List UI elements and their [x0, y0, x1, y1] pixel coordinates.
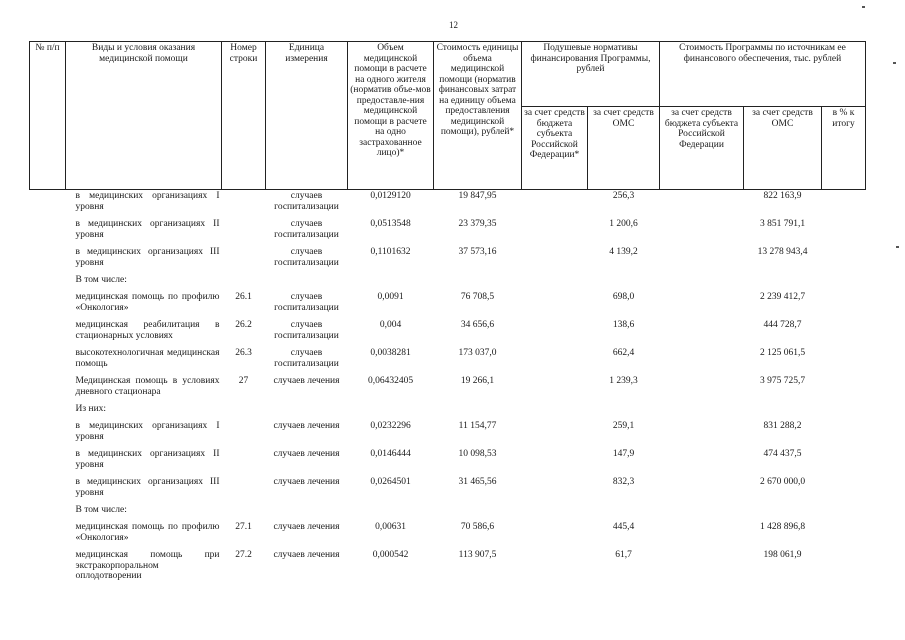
row-percent	[822, 549, 866, 583]
header-sub-percent: в % к итогу	[822, 107, 866, 190]
row-volume: 0,0038281	[370, 348, 411, 358]
row-cost-budget	[660, 476, 744, 504]
row-cost: 34 656,6	[460, 320, 495, 330]
row-cost: 31 465,56	[458, 477, 497, 487]
row-per-capita-oms: 256,3	[612, 191, 635, 201]
row-volume: 0,1101632	[370, 247, 411, 257]
row-name: в медицинских организациях I уровня	[75, 421, 220, 442]
row-number	[222, 420, 266, 448]
row-name: медицинская помощь при экстракорпоральном оплодотворении	[75, 550, 220, 581]
section-label: Из них:	[75, 404, 107, 414]
program-cost-table	[29, 41, 866, 583]
row-number	[222, 448, 266, 476]
row-cost-oms: 822 163,9	[763, 191, 802, 201]
table-row	[30, 375, 866, 403]
header-row	[30, 42, 866, 107]
row-cost: 10 098,53	[458, 449, 497, 459]
row-cost: 37 573,16	[458, 247, 497, 257]
table-row	[30, 218, 866, 246]
row-unit: случаев лечения	[273, 522, 340, 532]
row-percent	[822, 218, 866, 246]
row-number: 27.2	[235, 550, 252, 560]
row-unit: случаев госпитализации	[274, 292, 339, 313]
row-per-capita-oms: 1 200,6	[609, 219, 638, 229]
row-number	[222, 246, 266, 274]
row-percent	[822, 246, 866, 274]
row-cost-budget	[660, 190, 744, 219]
row-number	[222, 190, 266, 219]
row-name: в медицинских организациях II уровня	[75, 449, 220, 470]
row-cost-oms: 2 670 000,0	[759, 477, 806, 487]
row-number	[222, 218, 266, 246]
table-row	[30, 291, 866, 319]
header-sub-oms: за счет средств ОМС	[588, 107, 660, 190]
row-per-capita-oms: 4 139,2	[609, 247, 638, 257]
row-name: медицинская помощь по профилю «Онкология»	[75, 292, 220, 313]
table-row	[30, 347, 866, 375]
row-per-capita-budget	[522, 246, 588, 274]
row-number: 26.2	[235, 320, 252, 330]
row-percent	[822, 291, 866, 319]
row-volume: 0,0091	[377, 292, 404, 302]
row-number: 27	[238, 376, 249, 386]
row-cost: 70 586,6	[460, 522, 495, 532]
table-row	[30, 476, 866, 504]
row-per-capita-budget	[522, 190, 588, 219]
row-per-capita-budget	[522, 521, 588, 549]
header-row-number: Номер строки	[222, 42, 266, 190]
row-percent	[822, 476, 866, 504]
table-row	[30, 420, 866, 448]
row-cost-oms: 2 125 061,5	[759, 348, 806, 358]
row-cost-budget	[660, 319, 744, 347]
row-per-capita-oms: 832,3	[612, 477, 635, 487]
row-cost-budget	[660, 375, 744, 403]
row-cost-budget	[660, 291, 744, 319]
row-cost-budget	[660, 448, 744, 476]
header-num: № п/п	[30, 42, 66, 190]
header-type: Виды и условия оказания медицинской помощи	[66, 42, 222, 190]
table-row	[30, 521, 866, 549]
row-percent	[822, 375, 866, 403]
header-per-capita-group: Подушевые нормативы финансирования Программы, рублей	[522, 42, 660, 107]
row-cost-oms: 1 428 896,8	[759, 522, 806, 532]
row-percent	[822, 190, 866, 219]
row-volume: 0,0513548	[370, 219, 411, 229]
row-volume: 0,0264501	[370, 477, 411, 487]
row-percent	[822, 448, 866, 476]
row-cost-oms: 198 061,9	[763, 550, 802, 560]
row-per-capita-budget	[522, 448, 588, 476]
row-cost: 23 379,35	[458, 219, 497, 229]
section-row	[30, 274, 866, 291]
header-sub-budget: за счет средств бюджета субъекта Российской Федерации*	[522, 107, 588, 190]
row-per-capita-oms: 662,4	[612, 348, 635, 358]
table-row	[30, 448, 866, 476]
row-unit: случаев госпитализации	[274, 191, 339, 212]
scan-mark	[896, 246, 899, 248]
scan-mark	[862, 6, 865, 8]
row-cost-oms: 444 728,7	[763, 320, 802, 330]
row-cost-oms: 2 239 412,7	[759, 292, 806, 302]
row-number: 26.1	[235, 292, 252, 302]
row-per-capita-oms: 147,9	[612, 449, 635, 459]
row-per-capita-budget	[522, 319, 588, 347]
section-row	[30, 504, 866, 521]
row-per-capita-oms: 698,0	[612, 292, 635, 302]
row-name: в медицинских организациях III уровня	[75, 247, 220, 268]
row-per-capita-oms: 259,1	[612, 421, 635, 431]
row-per-capita-budget	[522, 420, 588, 448]
page-number: 12	[449, 20, 458, 30]
row-unit: случаев лечения	[273, 376, 340, 386]
row-cost: 11 154,77	[458, 421, 497, 431]
row-cost: 113 907,5	[458, 550, 497, 560]
table-row	[30, 319, 866, 347]
row-per-capita-oms: 445,4	[612, 522, 635, 532]
row-name: медицинская помощь по профилю «Онкология»	[75, 522, 220, 543]
row-volume: 0,00631	[375, 522, 406, 532]
row-cost-budget	[660, 549, 744, 583]
row-name: в медицинских организациях I уровня	[75, 191, 220, 212]
section-row	[30, 403, 866, 420]
row-cost-budget	[660, 521, 744, 549]
row-name: в медицинских организациях III уровня	[75, 477, 220, 498]
table-row	[30, 549, 866, 583]
header-cost: Стоимость единицы объема медицинской помощи (норматив финансовых затрат на единицу объема предоставления медицинской помощи), рублей*	[434, 42, 522, 190]
scan-mark	[893, 62, 896, 64]
row-percent	[822, 319, 866, 347]
row-number	[222, 476, 266, 504]
row-unit: случаев госпитализации	[274, 320, 339, 341]
header-volume: Объем медицинской помощи в расчете на одного жителя (норматив объе-мов предоставле-ния медицинской помощи в расчете на одно застрахованное лицо)*	[348, 42, 434, 190]
row-per-capita-budget	[522, 375, 588, 403]
row-unit: случаев лечения	[273, 477, 340, 487]
row-per-capita-oms: 138,6	[612, 320, 635, 330]
row-unit: случаев госпитализации	[274, 247, 339, 268]
row-percent	[822, 347, 866, 375]
row-per-capita-oms: 1 239,3	[609, 376, 638, 386]
row-per-capita-budget	[522, 218, 588, 246]
row-per-capita-budget	[522, 347, 588, 375]
row-cost-budget	[660, 218, 744, 246]
row-name: высокотехнологичная медицинская помощь	[75, 348, 220, 369]
row-cost: 173 037,0	[458, 348, 497, 358]
header-sub-budget-2: за счет средств бюджета субъекта Российской Федерации	[660, 107, 744, 190]
row-unit: случаев лечения	[273, 421, 340, 431]
row-cost-oms: 3 851 791,1	[759, 219, 806, 229]
table-row	[30, 190, 866, 219]
row-number: 27.1	[235, 522, 252, 532]
row-unit: случаев лечения	[273, 550, 340, 560]
row-volume: 0,0232296	[370, 421, 411, 431]
row-unit: случаев лечения	[273, 449, 340, 459]
row-name: в медицинских организациях II уровня	[75, 219, 220, 240]
header-unit: Единица измерения	[266, 42, 348, 190]
row-per-capita-oms: 61,7	[615, 550, 632, 560]
row-cost-oms: 831 288,2	[763, 421, 802, 431]
table-row	[30, 246, 866, 274]
section-label: В том числе:	[75, 275, 127, 285]
row-volume: 0,06432405	[367, 376, 414, 386]
header-program-cost-group: Стоимость Программы по источникам ее финансового обеспечения, тыс. рублей	[660, 42, 866, 107]
row-volume: 0,004	[379, 320, 402, 330]
section-label: В том числе:	[75, 505, 127, 515]
row-cost: 19 847,95	[458, 191, 497, 201]
row-percent	[822, 420, 866, 448]
row-volume: 0,0129120	[370, 191, 411, 201]
row-name: Медицинская помощь в условиях дневного стационара	[75, 376, 220, 397]
row-unit: случаев госпитализации	[274, 219, 339, 240]
row-cost-oms: 13 278 943,4	[757, 247, 808, 257]
row-cost-budget	[660, 246, 744, 274]
row-per-capita-budget	[522, 291, 588, 319]
row-cost: 76 708,5	[460, 292, 495, 302]
row-name: медицинская реабилитация в стационарных условиях	[75, 320, 220, 341]
header-sub-oms-2: за счет средств ОМС	[744, 107, 822, 190]
row-percent	[822, 521, 866, 549]
row-volume: 0,0146444	[370, 449, 411, 459]
row-cost-oms: 474 437,5	[763, 449, 802, 459]
row-volume: 0,000542	[372, 550, 409, 560]
row-cost: 19 266,1	[460, 376, 495, 386]
row-cost-budget	[660, 420, 744, 448]
row-cost-oms: 3 975 725,7	[759, 376, 806, 386]
row-unit: случаев госпитализации	[274, 348, 339, 369]
row-number: 26.3	[235, 348, 252, 358]
row-cost-budget	[660, 347, 744, 375]
row-per-capita-budget	[522, 476, 588, 504]
row-per-capita-budget	[522, 549, 588, 583]
